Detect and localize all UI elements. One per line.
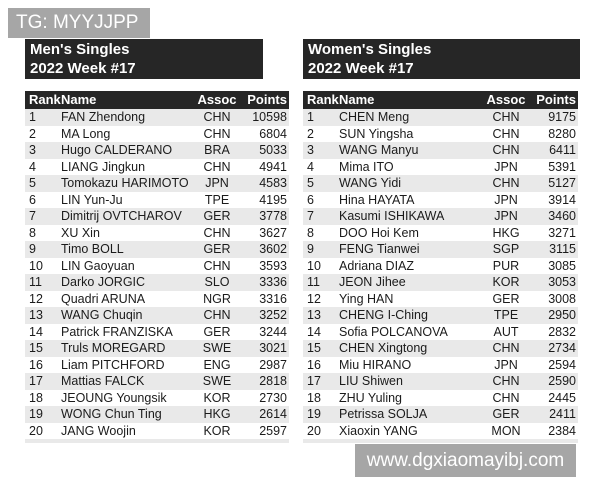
table-body [25, 109, 289, 439]
points-cell: 3271 [548, 225, 576, 240]
table-row [25, 159, 289, 176]
table-row [303, 406, 578, 423]
rank-cell: 15 [307, 341, 321, 355]
assoc-cell: JPN [494, 357, 518, 372]
table-row [25, 423, 289, 440]
title-line-2: 2022 Week #17 [30, 60, 136, 77]
name-cell: Quadri ARUNA [61, 291, 146, 306]
rank-cell: 17 [29, 374, 43, 388]
assoc-cell: KOR [492, 275, 520, 289]
table-row [303, 175, 578, 192]
table-row [25, 142, 289, 159]
womens-singles-title [303, 39, 580, 79]
rank-cell: 18 [29, 390, 43, 405]
rank-cell: 12 [307, 291, 321, 306]
points-cell: 2950 [548, 308, 576, 322]
name-cell: WANG Yidi [339, 176, 402, 190]
table-row [25, 126, 289, 143]
assoc-cell: CHN [492, 126, 520, 141]
table-row [25, 390, 289, 407]
name-cell: Ying HAN [339, 291, 394, 306]
assoc-cell: CHN [203, 126, 231, 141]
points-cell: 3115 [549, 242, 576, 256]
name-column-header: Name [61, 92, 97, 107]
table-row [25, 406, 289, 423]
assoc-column-header: Assoc [197, 92, 237, 107]
name-cell: Dimitrij OVTCHAROV [61, 209, 182, 223]
rank-cell: 17 [307, 374, 321, 388]
table-row [25, 241, 289, 258]
table-row [303, 192, 578, 209]
points-cell: 3244 [259, 324, 287, 339]
points-cell: 2730 [259, 390, 287, 405]
table-footer-bar [303, 439, 578, 443]
rank-column-header: Rank [29, 92, 61, 107]
name-cell: LIN Yun-Ju [61, 192, 123, 207]
assoc-cell: JPN [494, 192, 518, 207]
table-row [303, 142, 578, 159]
points-cell: 2734 [548, 341, 576, 355]
assoc-cell: SWE [202, 341, 232, 355]
table-row [303, 357, 578, 374]
name-cell: Tomokazu HARIMOTO [61, 176, 189, 190]
name-cell: XU Xin [61, 225, 100, 240]
table-header-row [303, 91, 578, 109]
name-cell: CHEN Xingtong [339, 341, 428, 355]
name-cell: LIANG Jingkun [61, 159, 146, 174]
rank-cell: 9 [307, 242, 314, 256]
name-cell: DOO Hoi Kem [339, 225, 419, 240]
points-cell: 5127 [548, 176, 576, 190]
name-cell: Xiaoxin YANG [339, 423, 418, 438]
assoc-cell: CHN [492, 143, 520, 157]
rank-cell: 12 [29, 291, 43, 306]
rank-cell: 14 [307, 324, 321, 339]
name-cell: SUN Yingsha [339, 126, 414, 141]
assoc-cell: GER [492, 291, 520, 306]
telegram-watermark: TG: MYYJJPP [8, 8, 150, 38]
table-row [303, 423, 578, 440]
assoc-cell: CHN [203, 225, 231, 240]
name-cell: WANG Chuqin [61, 308, 143, 322]
rank-cell: 8 [307, 225, 314, 240]
rank-cell: 18 [307, 390, 321, 405]
name-cell: WANG Manyu [339, 143, 419, 157]
points-cell: 3914 [548, 192, 576, 207]
rank-cell: 20 [307, 423, 321, 438]
rank-cell: 4 [29, 159, 36, 174]
table-row [303, 225, 578, 242]
assoc-cell: TPE [493, 308, 519, 322]
table-row [303, 373, 578, 390]
rank-cell: 10 [307, 258, 321, 273]
name-cell: Miu HIRANO [339, 357, 412, 372]
assoc-cell: JPN [205, 176, 229, 190]
rank-cell: 2 [29, 126, 36, 141]
rank-cell: 15 [29, 341, 43, 355]
table-row [303, 390, 578, 407]
table-row [25, 373, 289, 390]
name-cell: LIN Gaoyuan [61, 258, 135, 273]
rank-cell: 2 [307, 126, 314, 141]
assoc-cell: AUT [493, 324, 519, 339]
rank-cell: 19 [29, 407, 43, 421]
assoc-column-header: Assoc [486, 92, 526, 107]
points-cell: 2832 [548, 324, 576, 339]
table-row [303, 274, 578, 291]
points-cell: 2818 [259, 374, 287, 388]
points-cell: 2384 [548, 423, 576, 438]
assoc-cell: HKG [203, 407, 231, 421]
table-row [303, 241, 578, 258]
assoc-cell: CHN [203, 258, 231, 273]
table-row [25, 192, 289, 209]
rank-cell: 6 [307, 192, 314, 207]
table-row [25, 340, 289, 357]
name-cell: JEON Jihee [339, 275, 406, 289]
name-cell: WONG Chun Ting [61, 407, 162, 421]
assoc-cell: CHN [492, 341, 520, 355]
mens-ranking-table [25, 91, 289, 443]
table-row [303, 258, 578, 275]
rank-cell: 11 [307, 275, 320, 289]
points-cell: 3316 [259, 291, 287, 306]
points-cell: 8280 [548, 126, 576, 141]
assoc-cell: CHN [203, 110, 231, 124]
rank-cell: 4 [307, 159, 314, 174]
assoc-cell: CHN [492, 110, 520, 124]
website-watermark: www.dgxiaomayibj.com [355, 444, 576, 477]
points-cell: 5391 [548, 159, 576, 174]
assoc-cell: SGP [492, 242, 520, 256]
points-cell: 6411 [549, 143, 576, 157]
assoc-cell: GER [203, 209, 231, 223]
assoc-cell: CHN [492, 390, 520, 405]
points-column-header: Points [247, 92, 287, 107]
rank-cell: 13 [307, 308, 321, 322]
rank-cell: 3 [307, 143, 314, 157]
assoc-cell: JPN [494, 159, 518, 174]
points-cell: 4583 [259, 176, 287, 190]
assoc-cell: GER [492, 407, 520, 421]
table-row [25, 357, 289, 374]
womens-singles-panel [303, 39, 580, 443]
assoc-cell: BRA [204, 143, 230, 157]
points-column-header: Points [536, 92, 576, 107]
rank-cell: 11 [29, 275, 42, 289]
table-row [25, 208, 289, 225]
assoc-cell: GER [203, 242, 231, 256]
title-line-2: 2022 Week #17 [308, 60, 414, 77]
rank-column-header: Rank [307, 92, 339, 107]
rank-cell: 14 [29, 324, 43, 339]
rank-cell: 16 [29, 357, 43, 372]
assoc-cell: CHN [492, 176, 520, 190]
points-cell: 3252 [259, 308, 287, 322]
points-cell: 2614 [259, 407, 287, 421]
rank-cell: 3 [29, 143, 36, 157]
points-cell: 3778 [259, 209, 287, 223]
name-cell: Mima ITO [339, 159, 394, 174]
table-row [25, 324, 289, 341]
name-cell: Sofia POLCANOVA [339, 324, 448, 339]
rank-cell: 10 [29, 258, 43, 273]
rank-cell: 7 [307, 209, 314, 223]
points-cell: 3593 [259, 258, 287, 273]
name-cell: CHENG I-Ching [339, 308, 428, 322]
table-row [25, 291, 289, 308]
name-cell: FENG Tianwei [339, 242, 420, 256]
name-cell: FAN Zhendong [61, 110, 146, 124]
rank-cell: 13 [29, 308, 43, 322]
rank-cell: 20 [29, 423, 43, 438]
rank-cell: 16 [307, 357, 321, 372]
mens-singles-title [25, 39, 263, 79]
assoc-cell: MON [491, 423, 521, 438]
name-cell: Liam PITCHFORD [61, 357, 165, 372]
name-cell: LIU Shiwen [339, 374, 403, 388]
name-cell: Mattias FALCK [61, 374, 145, 388]
rank-cell: 19 [307, 407, 321, 421]
points-cell: 5033 [259, 143, 287, 157]
assoc-cell: JPN [494, 209, 518, 223]
name-cell: Truls MOREGARD [61, 341, 166, 355]
table-row [25, 307, 289, 324]
points-cell: 3053 [548, 275, 576, 289]
points-cell: 3008 [548, 291, 576, 306]
table-row [25, 258, 289, 275]
name-cell: Patrick FRANZISKA [61, 324, 173, 339]
assoc-cell: KOR [203, 423, 231, 438]
rank-cell: 9 [29, 242, 36, 256]
name-cell: Adriana DIAZ [339, 258, 415, 273]
name-cell: Kasumi ISHIKAWA [339, 209, 445, 223]
name-cell: ZHU Yuling [339, 390, 402, 405]
assoc-cell: SWE [202, 374, 232, 388]
points-cell: 9175 [548, 110, 576, 124]
name-cell: JANG Woojin [61, 423, 136, 438]
points-cell: 10598 [252, 110, 287, 124]
assoc-cell: CHN [492, 374, 520, 388]
table-row [303, 291, 578, 308]
name-cell: Petrissa SOLJA [339, 407, 428, 421]
table-row [25, 225, 289, 242]
name-cell: Darko JORGIC [61, 275, 146, 289]
table-row [303, 126, 578, 143]
points-cell: 3602 [259, 242, 287, 256]
points-cell: 3627 [259, 225, 287, 240]
name-column-header: Name [339, 92, 375, 107]
assoc-cell: CHN [203, 308, 231, 322]
assoc-cell: GER [203, 324, 231, 339]
table-body [303, 109, 578, 439]
rank-cell: 5 [29, 176, 36, 190]
table-row [303, 109, 578, 126]
rank-cell: 5 [307, 176, 314, 190]
name-cell: MA Long [61, 126, 111, 141]
rank-cell: 1 [307, 110, 314, 124]
name-cell: JEOUNG Youngsik [61, 390, 167, 405]
womens-ranking-table [303, 91, 578, 443]
table-row [303, 208, 578, 225]
name-cell: Timo BOLL [61, 242, 124, 256]
points-cell: 2590 [548, 374, 576, 388]
title-line-1: Men's Singles [30, 41, 130, 58]
assoc-cell: TPE [204, 192, 230, 207]
points-cell: 2411 [549, 407, 576, 421]
assoc-cell: CHN [203, 159, 231, 174]
table-row [303, 340, 578, 357]
assoc-cell: NGR [203, 291, 231, 306]
rank-cell: 1 [29, 110, 36, 124]
assoc-cell: SLO [204, 275, 230, 289]
rank-cell: 6 [29, 192, 36, 207]
rank-cell: 7 [29, 209, 36, 223]
table-row [25, 109, 289, 126]
points-cell: 3460 [548, 209, 576, 223]
points-cell: 2445 [548, 390, 576, 405]
table-row [303, 307, 578, 324]
table-row [303, 159, 578, 176]
points-cell: 2987 [259, 357, 287, 372]
table-row [25, 274, 289, 291]
assoc-cell: ENG [203, 357, 231, 372]
mens-singles-panel [25, 39, 289, 443]
title-line-1: Women's Singles [308, 41, 432, 58]
table-row [303, 324, 578, 341]
table-row [25, 175, 289, 192]
points-cell: 3085 [548, 258, 576, 273]
name-cell: Hugo CALDERANO [61, 143, 173, 157]
points-cell: 3336 [259, 275, 287, 289]
rank-cell: 8 [29, 225, 36, 240]
table-footer-bar [25, 439, 289, 443]
points-cell: 2597 [259, 423, 287, 438]
name-cell: CHEN Meng [339, 110, 410, 124]
table-header-row [25, 91, 289, 109]
points-cell: 2594 [548, 357, 576, 372]
assoc-cell: KOR [203, 390, 231, 405]
points-cell: 3021 [259, 341, 287, 355]
assoc-cell: PUR [492, 258, 520, 273]
assoc-cell: HKG [492, 225, 520, 240]
points-cell: 4195 [259, 192, 287, 207]
points-cell: 4941 [259, 159, 287, 174]
name-cell: Hina HAYATA [339, 192, 415, 207]
points-cell: 6804 [259, 126, 287, 141]
